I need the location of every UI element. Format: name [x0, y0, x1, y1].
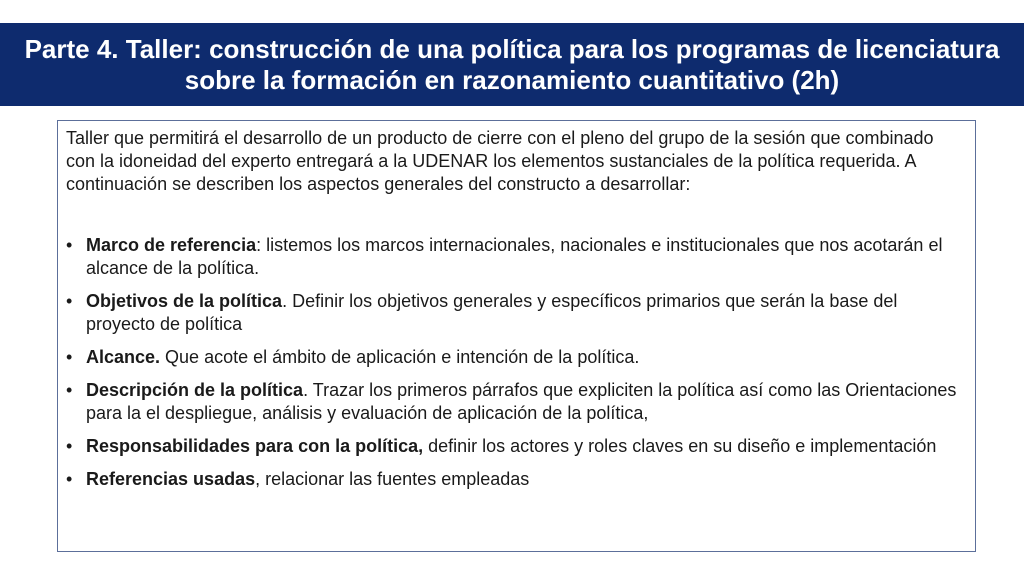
- bullet-item-alcance: [66, 346, 965, 369]
- bullet-text: . Definir los objetivos generales y específicos primarios que serán la base del proyecto de política: [86, 291, 898, 334]
- bullet-text: : listemos los marcos internacionales, nacionales e institucionales que nos acotarán el alcance de la política.: [86, 235, 943, 278]
- bullet-dot-icon: •: [66, 291, 73, 311]
- bullet-item-responsabilidades: [66, 435, 965, 458]
- bullet-dot-icon: •: [66, 347, 73, 367]
- bullet-term: Alcance.: [86, 347, 161, 367]
- bullet-text: Que acote el ámbito de aplicación e intención de la política.: [160, 347, 640, 367]
- bullet-item-objetivos: [66, 290, 965, 336]
- bullet-item-descripcion: [66, 379, 965, 425]
- bullet-item-marco-de-referencia: [66, 234, 965, 280]
- bullet-term: Marco de referencia: [86, 235, 257, 255]
- title-bar: [0, 23, 1024, 106]
- bullet-item-referencias: [66, 468, 965, 491]
- content-box: [57, 120, 976, 552]
- bullet-dot-icon: •: [66, 436, 73, 456]
- bullet-list: [66, 234, 965, 491]
- intro-paragraph: Taller que permitirá el desarrollo de un producto de cierre con el pleno del grupo de la sesión que combinado con la idoneidad del experto entregará a la UDENAR los elementos sustanciales de la política requerida. A continuación se describen los aspectos generales del constructo a desarrollar:: [66, 128, 934, 194]
- bullet-term: Objetivos de la política: [86, 291, 283, 311]
- bullet-term: Descripción de la política: [86, 380, 304, 400]
- bullet-text: . Trazar los primeros párrafos que expliciten la política así como las Orientaciones para la el despliegue, análisis y evaluación de aplicación de la política,: [86, 380, 957, 423]
- bullet-term: Referencias usadas: [86, 469, 256, 489]
- slide-title: Parte 4. Taller: construcción de una política para los programas de licenciatura sobre la formación en razonamiento cuantitativo (2h): [24, 33, 1000, 95]
- bullet-dot-icon: •: [66, 235, 73, 255]
- bullet-dot-icon: •: [66, 380, 73, 400]
- bullet-term: Responsabilidades para con la política,: [86, 436, 424, 456]
- bullet-text: , relacionar las fuentes empleadas: [255, 469, 530, 489]
- bullet-text: definir los actores y roles claves en su diseño e implementación: [423, 436, 937, 456]
- bullet-dot-icon: •: [66, 469, 73, 489]
